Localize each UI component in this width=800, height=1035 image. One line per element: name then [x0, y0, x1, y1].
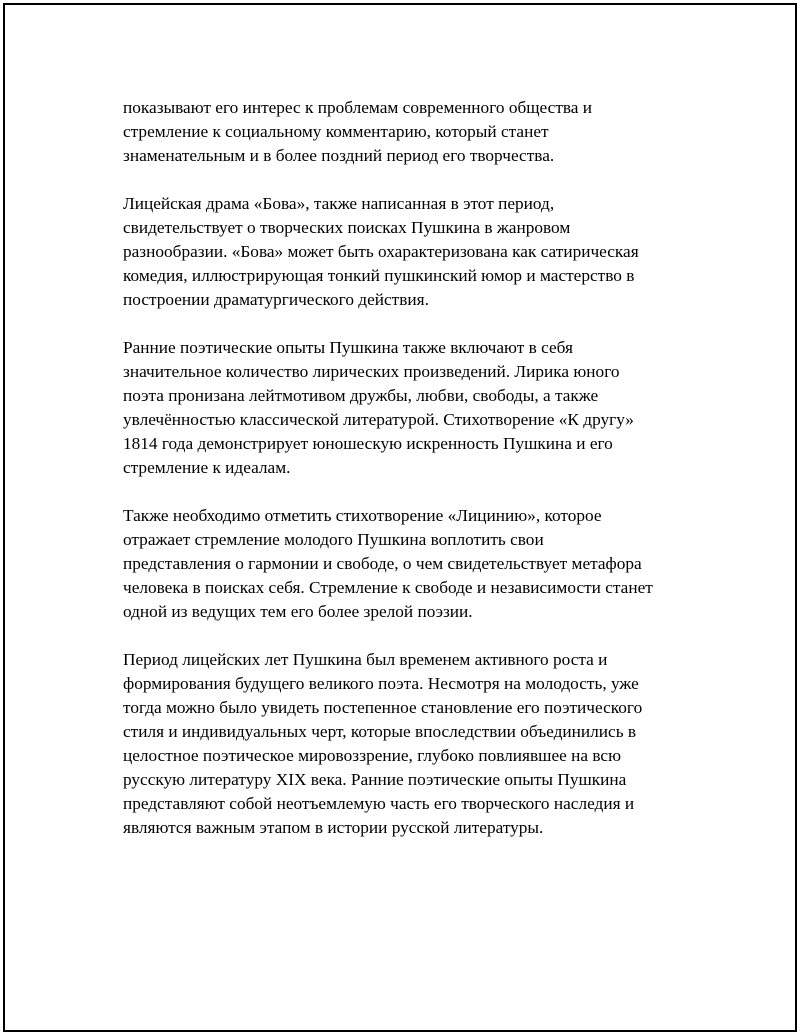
text-line: значительное количество лирических произведений. Лирика юного — [123, 362, 620, 381]
paragraph-4 — [123, 504, 698, 624]
text-line: представляют собой неотъемлемую часть его творческого наследия и — [123, 794, 635, 813]
text-line: человека в поисках себя. Стремление к свободе и независимости станет — [123, 578, 653, 597]
text-line: свидетельствует о творческих поисках Пушкина в жанровом — [123, 218, 571, 237]
paragraph-5 — [123, 648, 698, 840]
text-line: являются важным этапом в истории русской литературы. — [123, 818, 544, 837]
paragraph-1 — [123, 96, 698, 168]
text-line: русскую литературу XIX века. Ранние поэтические опыты Пушкина — [123, 770, 627, 789]
document-body — [123, 96, 698, 864]
paragraph-3 — [123, 336, 698, 480]
text-line: одной из ведущих тем его более зрелой поэзии. — [123, 602, 473, 621]
text-line: стиля и индивидуальных черт, которые впоследствии объединились в — [123, 722, 637, 741]
text-line: показывают его интерес к проблемам современного общества и — [123, 98, 593, 117]
text-line: разнообразии. «Бова» может быть охарактеризована как сатирическая — [123, 242, 639, 261]
text-line: 1814 года демонстрирует юношескую искренность Пушкина и его — [123, 434, 613, 453]
text-line: тогда можно было увидеть постепенное становление его поэтического — [123, 698, 643, 717]
text-line: представления о гармонии и свободе, о чем свидетельствует метафора — [123, 554, 642, 573]
text-line: стремление к социальному комментарию, который станет — [123, 122, 549, 141]
text-line: формирования будущего великого поэта. Несмотря на молодость, уже — [123, 674, 639, 693]
text-line: знаменательным и в более поздний период его творчества. — [123, 146, 555, 165]
text-line: целостное поэтическое мировоззрение, глубоко повлиявшее на всю — [123, 746, 621, 765]
text-line: отражает стремление молодого Пушкина воплотить свои — [123, 530, 544, 549]
text-line: Также необходимо отметить стихотворение «Лицинию», которое — [123, 506, 602, 525]
text-line: Период лицейских лет Пушкина был временем активного роста и — [123, 650, 608, 669]
paragraph-2 — [123, 192, 698, 312]
text-line: поэта пронизана лейтмотивом дружбы, любви, свободы, а также — [123, 386, 599, 405]
text-line: увлечённостью классической литературой. Стихотворение «К другу» — [123, 410, 634, 429]
page-frame — [3, 3, 797, 1032]
text-line: Лицейская драма «Бова», также написанная в этот период, — [123, 194, 555, 213]
text-line: Ранние поэтические опыты Пушкина также включают в себя — [123, 338, 573, 357]
text-line: построении драматургического действия. — [123, 290, 429, 309]
text-line: стремление к идеалам. — [123, 458, 291, 477]
text-line: комедия, иллюстрирующая тонкий пушкинский юмор и мастерство в — [123, 266, 635, 285]
